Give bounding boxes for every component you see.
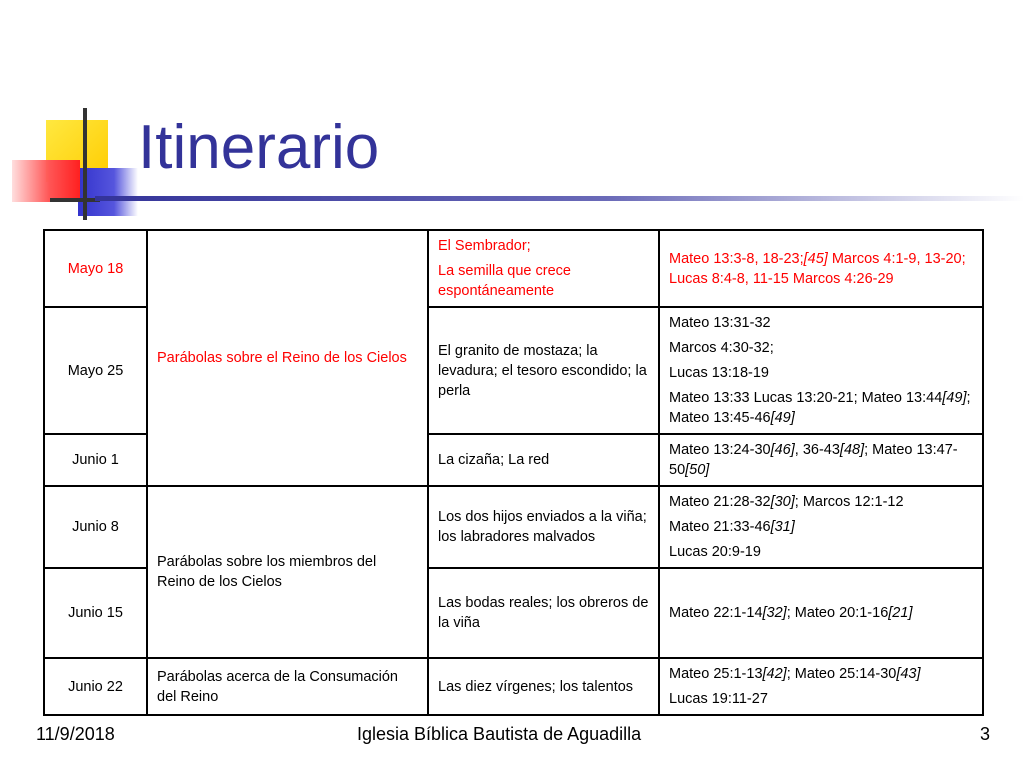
- reference-line: [669, 517, 973, 537]
- parables-cell: [428, 568, 659, 658]
- parable-line: El granito de mostaza; la levadura; el tesoro escondido; la perla: [438, 342, 647, 399]
- reference-line: [669, 689, 973, 709]
- date-cell: Junio 1: [44, 434, 147, 486]
- footnote-marker: [50]: [685, 462, 710, 478]
- references-cell: [659, 486, 983, 568]
- reference-line: [669, 338, 973, 358]
- topic-cell: Parábolas sobre el Reino de los Cielos: [147, 230, 428, 486]
- footnote-marker: [45]: [803, 250, 828, 267]
- footnote-marker: [31]: [770, 519, 795, 535]
- reference-text: Mateo 21:28-32: [669, 494, 771, 510]
- reference-text: ; Mateo 13:45-46: [669, 390, 971, 426]
- date-cell: Junio 15: [44, 568, 147, 658]
- footer-church-name: Iglesia Bíblica Bautista de Aguadilla: [357, 724, 642, 744]
- title-underline: [95, 196, 1024, 201]
- red-square-ornament: [12, 160, 80, 202]
- reference-text: Mateo 13:24-30: [669, 442, 771, 458]
- reference-line: [669, 249, 973, 289]
- footnote-marker: [46]: [770, 442, 795, 458]
- footnote-marker: [49]: [770, 410, 795, 426]
- reference-text: Mateo 25:1-13: [669, 666, 763, 682]
- reference-text: Lucas 20:9-19: [669, 544, 761, 560]
- references-cell: [659, 307, 983, 434]
- reference-text: ; Mateo 20:1-16: [786, 605, 889, 621]
- reference-text: Marcos 4:30-32;: [669, 340, 774, 356]
- reference-text: Marcos 4:1-9, 13-20; Lucas 8:4-8, 11-15 Marcos 4:26-29: [669, 250, 966, 287]
- parables-cell: [428, 230, 659, 307]
- footnote-marker: [42]: [762, 666, 787, 682]
- reference-text: ; Mateo 25:14-30: [786, 666, 897, 682]
- parable-line: La semilla que crece espontáneamente: [438, 263, 571, 299]
- reference-text: Lucas 19:11-27: [669, 691, 768, 707]
- date-cell: Junio 22: [44, 658, 147, 715]
- reference-text: Mateo 13:3-8, 18-23;: [669, 250, 804, 267]
- table-row: [44, 658, 983, 715]
- footnote-marker: [48]: [839, 442, 865, 458]
- references-cell: [659, 568, 983, 658]
- reference-line: [669, 664, 973, 684]
- parable-line: Las diez vírgenes; los talentos: [438, 678, 634, 695]
- date-cell: Junio 8: [44, 486, 147, 568]
- table-row: [44, 230, 983, 307]
- references-cell: [659, 230, 983, 307]
- itinerary-table: [43, 229, 984, 716]
- table-row: [44, 486, 983, 568]
- date-cell: Mayo 18: [44, 230, 147, 307]
- parable-line: Las bodas reales; los obreros de la viña: [438, 595, 649, 631]
- parables-cell: [428, 486, 659, 568]
- date-cell: Mayo 25: [44, 307, 147, 434]
- reference-text: , 36-43: [794, 442, 840, 458]
- footnote-marker: [32]: [762, 605, 787, 621]
- parables-cell: [428, 434, 659, 486]
- slide-title: Itinerario: [138, 113, 380, 182]
- horizontal-bar-ornament: [50, 198, 100, 202]
- reference-line: [669, 492, 973, 512]
- parables-cell: [428, 307, 659, 434]
- reference-line: [669, 363, 973, 383]
- parable-line: Los dos hijos enviados a la viña; los labradores malvados: [438, 509, 647, 545]
- footer-date: 11/9/2018: [36, 724, 115, 744]
- blue-square-ornament: [78, 168, 138, 216]
- reference-text: Lucas 13:18-19: [669, 365, 769, 381]
- topic-cell: Parábolas acerca de la Consumación del Reino: [147, 658, 428, 715]
- reference-line: [669, 603, 973, 623]
- footnote-marker: [21]: [888, 605, 913, 621]
- references-cell: [659, 658, 983, 715]
- footnote-marker: [49]: [942, 390, 967, 406]
- reference-text: ; Mateo 13:47-50: [669, 442, 958, 478]
- reference-line: [669, 542, 973, 562]
- vertical-bar-ornament: [83, 108, 87, 220]
- reference-text: Mateo 22:1-14: [669, 605, 763, 621]
- reference-text: Mateo 21:33-46: [669, 519, 771, 535]
- topic-cell: Parábolas sobre los miembros del Reino de los Cielos: [147, 486, 428, 658]
- parable-line: El Sembrador;: [438, 238, 531, 254]
- reference-line: [669, 388, 973, 428]
- footnote-marker: [43]: [896, 666, 921, 682]
- parable-line: La cizaña; La red: [438, 452, 550, 468]
- reference-line: [669, 440, 973, 480]
- reference-text: Mateo 13:31-32: [669, 315, 771, 331]
- parables-cell: [428, 658, 659, 715]
- reference-line: [669, 313, 973, 333]
- references-cell: [659, 434, 983, 486]
- reference-text: Mateo 13:33 Lucas 13:20-21; Mateo 13:44: [669, 390, 943, 406]
- footer-page-number: 3: [980, 724, 991, 744]
- reference-text: ; Marcos 12:1-12: [794, 494, 904, 510]
- footnote-marker: [30]: [770, 494, 795, 510]
